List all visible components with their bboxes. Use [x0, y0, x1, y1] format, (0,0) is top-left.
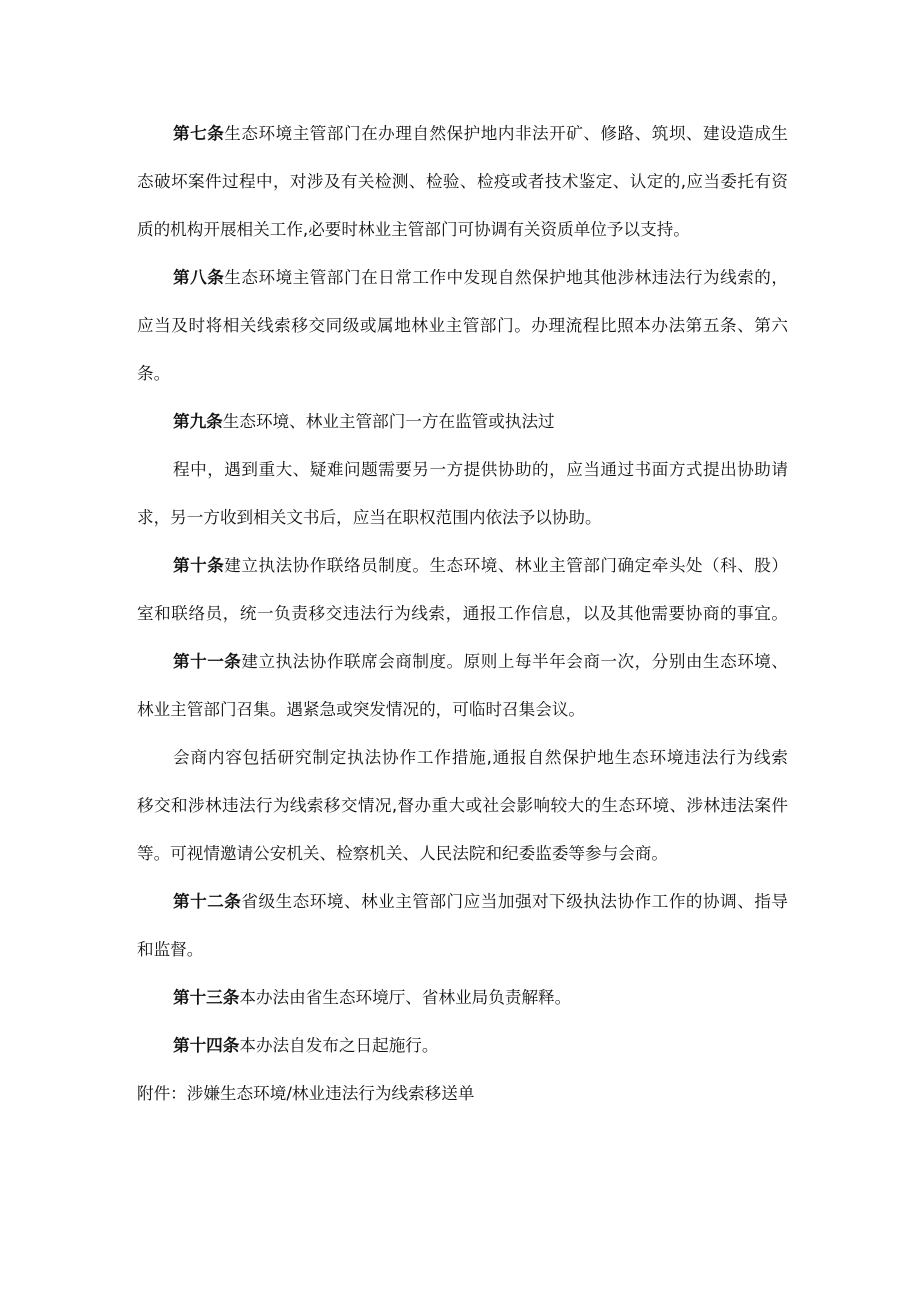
article-8-line-1: 第八条生态环境主管部门在日常工作中发现自然保护地其他涉林违法行为线索的，	[173, 268, 789, 287]
article-7-line-1: 第七条生态环境主管部门在办理自然保护地内非法开矿、修路、筑坝、建设造成生	[173, 124, 789, 143]
article-8-line-3: 条。	[137, 364, 171, 383]
article-11-line-1: 第十一条建立执法协作联席会商制度。原则上每半年会商一次，分别由生态环境、	[173, 652, 788, 671]
article-12-line-1: 第十二条省级生态环境、林业主管部门应当加强对下级执法协作工作的协调、指导	[173, 892, 788, 911]
article-10-line-1: 第十条建立执法协作联络员制度。生态环境、林业主管部门确定牵头处（科、股）	[173, 556, 789, 575]
article-13-label: 第十三条	[173, 988, 240, 1007]
article-13-line-1: 第十三条本办法由省生态环境厅、省林业局负责解释。	[173, 988, 572, 1007]
article-14-line-1: 第十四条本办法自发布之日起施行。	[173, 1036, 439, 1055]
article-11-line-2: 林业主管部门召集。遇紧急或突发情况的，可临时召集会议。	[137, 700, 586, 719]
article-9-cont-line-1: 程中，遇到重大、疑难问题需要另一方提供协助的，应当通过书面方式提出协助请	[173, 460, 788, 479]
article-7-label: 第七条	[173, 124, 225, 143]
article-10-label: 第十条	[173, 556, 225, 575]
attachment-line: 附件：涉嫌生态环境/林业违法行为线索移送单	[137, 1084, 475, 1103]
consultation-line-3: 等。可视情邀请公安机关、检察机关、人民法院和纪委监委等参与会商。	[137, 844, 668, 863]
consultation-line-2: 移交和涉林违法行为线索移交情况,督办重大或社会影响较大的生态环境、涉林违法案件	[137, 796, 788, 815]
article-14-label: 第十四条	[173, 1036, 240, 1055]
article-12-line-2: 和监督。	[137, 940, 204, 959]
article-8-label: 第八条	[173, 268, 225, 287]
article-11-label: 第十一条	[173, 652, 242, 671]
article-7-line-3: 质的机构开展相关工作,必要时林业主管部门可协调有关资质单位予以支持。	[137, 220, 690, 239]
article-9-label: 第九条	[173, 412, 223, 431]
article-9-cont-line-2: 求，另一方收到相关文书后，应当在职权范围内依法予以协助。	[137, 508, 602, 527]
article-10-line-2: 室和联络员，统一负责移交违法行为线索，通报工作信息，以及其他需要协商的事宜。	[137, 604, 788, 623]
article-12-label: 第十二条	[173, 892, 242, 911]
article-9-line-1: 第九条生态环境、林业主管部门一方在监管或执法过	[173, 412, 555, 431]
article-7-line-2: 态破坏案件过程中，对涉及有关检测、检验、检疫或者技术鉴定、认定的,应当委托有资	[137, 172, 788, 191]
consultation-line-1: 会商内容包括研究制定执法协作工作措施,通报自然保护地生态环境违法行为线索	[173, 748, 788, 767]
article-8-line-2: 应当及时将相关线索移交同级或属地林业主管部门。办理流程比照本办法第五条、第六	[137, 316, 788, 335]
